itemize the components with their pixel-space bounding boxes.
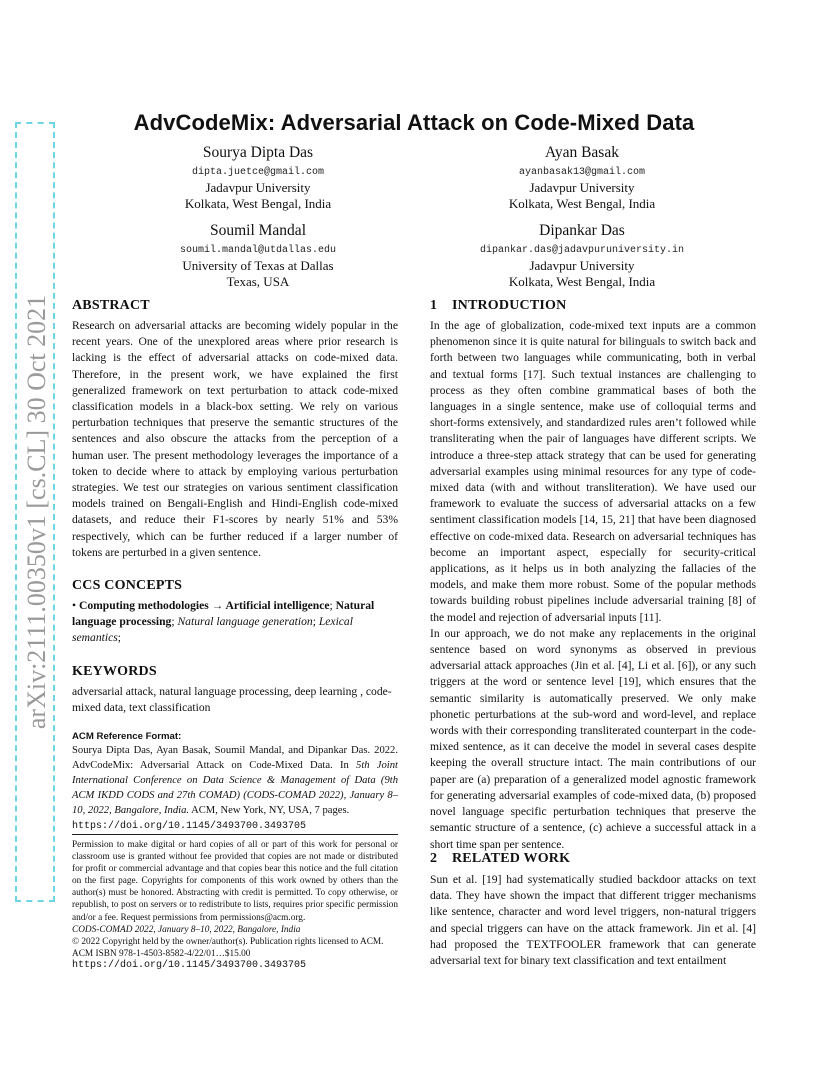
reference-format-heading: ACM Reference Format: bbox=[72, 731, 182, 743]
permission-notice bbox=[72, 839, 398, 972]
footnote-divider bbox=[72, 834, 398, 835]
section-heading-related-work: 2 RELATED WORK bbox=[430, 851, 571, 866]
author-affiliation: Jadavpur University bbox=[529, 180, 635, 195]
permission-doi-link[interactable]: https://doi.org/10.1145/3493700.3493705 bbox=[72, 959, 307, 971]
keywords-heading: KEYWORDS bbox=[72, 663, 157, 679]
arxiv-stamp: arXiv:2111.00350v1 [cs.CL] 30 Oct 2021 bbox=[15, 122, 55, 902]
intro-paragraph: In the age of globalization, code-mixed text inputs are a common phenomenon since it is quite natural for bilinguals to switch back and forth between two languages while communicating, both in verbal and textual forms [17]. Such textual instances are challenging to process as they often combine grammatical bases of both the languages in a single sentence, make use of colloquial terms and short-forms extensively, and standardized rules aren’t followed while transliterating when the pair of languages have different scripts. We introduce a three-step attack strategy that can be used for generating adversarial examples using minimal resources for any type of code-mixed data (with and without transliteration). We have used our framework to evaluate the success of adversarial attacks on a few sentiment classification models [14, 15, 21] that have been diagnosed effective on code-mixed data. Research on adversarial techniques has become an important aspect, especially for security-critical applications, as it helps us in both analyzing the fallacies of the models, and make them more robust. Some of the popular methods towards building robust pipelines include adversarial training [8] of the model and rejection of adversarial inputs [11]. bbox=[430, 319, 756, 624]
keywords-text: adversarial attack, natural language processing, deep learning , code-mixed data, text classification bbox=[72, 684, 392, 714]
author-affiliation: University of Texas at Dallas bbox=[182, 258, 334, 273]
ccs-concepts: • Computing methodologies → Artificial intelligence; Natural language processing; Natural language generation; Lexical semantics; bbox=[72, 599, 375, 645]
ccs-term: Lexical semantics bbox=[72, 615, 353, 645]
ccs-term: Natural language generation bbox=[177, 615, 313, 629]
left-column bbox=[72, 297, 398, 834]
author-location: Texas, USA bbox=[226, 274, 290, 289]
author-name: Ayan Basak bbox=[545, 144, 619, 161]
reference-format-text: Sourya Dipta Das, Ayan Basak, Soumil Mandal, and Dipankar Das. 2022. AdvCodeMix: Adversarial Attack on Code-Mixed Data. In 5th Joint International Conference on Data Science & Management of Data (9th ACM IKDD CODS and 27th COMAD) (CODS-COMAD 2022), January 8–10, 2022, Bangalore, India. ACM, New York, NY, USA, 7 pages. https://doi.org/10.1145/3493700.3493705 bbox=[72, 745, 398, 833]
author-name: Soumil Mandal bbox=[209, 222, 306, 239]
author-name: Sourya Dipta Das bbox=[202, 144, 314, 161]
author-block bbox=[417, 143, 747, 212]
author-email[interactable]: dipankar.das@jadavpuruniversity.in bbox=[479, 245, 685, 256]
author-block bbox=[93, 143, 423, 212]
author-name: Dipankar Das bbox=[539, 222, 625, 239]
ccs-term: Natural language processing bbox=[72, 599, 375, 629]
isbn-line: ACM ISBN 978-1-4503-8582-4/22/01…$15.00 bbox=[72, 948, 251, 959]
ccs-heading: CCS CONCEPTS bbox=[72, 578, 183, 594]
intro-paragraph: In our approach, we do not make any replacements in the original sentence based on word synonyms as observed in previous adversarial attack approaches (Jin et al. [4], Li et al. [6]), or any such triggers at the word or sentence level [19], which ensures that the semantic similarity is automatically preserved. We only make phonetic perturbations at the sub-word and word-level, and replace words with their corresponding transliterated counterpart in the code-mixed sentence, as it can deceive the model in several cases despite keeping the overall structure intact. The main contributions of our paper are (a) preparation of a generalized model agnostic framework for generating adversarial examples of code-mixed data, (b) proposed novel language specific perturbation techniques that preserve the semantic structure of a sentence, (c) achieve a successful attack in a short time span per sentence. bbox=[430, 626, 756, 851]
paper-title: AdvCodeMix: Adversarial Attack on Code-Mixed Data bbox=[133, 110, 695, 135]
author-email[interactable]: soumil.mandal@utdallas.edu bbox=[179, 245, 337, 256]
right-column bbox=[430, 297, 756, 853]
author-block bbox=[93, 221, 423, 290]
author-email[interactable]: dipta.juetce@gmail.com bbox=[191, 167, 325, 178]
author-block bbox=[417, 221, 747, 290]
ccs-term: Computing methodologies → Artificial intelligence bbox=[78, 599, 330, 613]
author-affiliation: Jadavpur University bbox=[205, 180, 311, 195]
right-column-lower bbox=[430, 850, 756, 969]
author-email[interactable]: ayanbasak13@gmail.com bbox=[518, 167, 646, 178]
author-location: Kolkata, West Bengal, India bbox=[508, 274, 656, 289]
permission-venue: CODS-COMAD 2022, January 8–10, 2022, Bangalore, India bbox=[72, 924, 301, 935]
author-affiliation: Jadavpur University bbox=[529, 258, 635, 273]
author-location: Kolkata, West Bengal, India bbox=[184, 196, 332, 211]
reference-doi-link[interactable]: https://doi.org/10.1145/3493700.3493705 bbox=[72, 821, 307, 833]
abstract-text: Research on adversarial attacks are becoming widely popular in the recent years. One of the unexplored areas where prior research is lacking is the effect of adversarial attacks on code-mixed data. Therefore, in the present work, we have explained the first generalized framework on text perturbation to attack code-mixed classification models in a black-box setting. We rely on various perturbation techniques that preserve the semantic structures of the sentences and also obscure the attacks from the perception of a human user. The present methodology leverages the importance of a token to decide where to attack by employing various perturbation strategies. We test our strategies on various sentiment classification models trained on Bengali-English and Hindi-English code-mixed datasets, and reduce their F1-scores by nearly 51% and 53% respectively, which can be further reduced if a larger number of tokens are perturbed in a given sentence. bbox=[72, 319, 398, 559]
copyright-line: © 2022 Copyright held by the owner/author(s). Publication rights licensed to ACM. bbox=[72, 936, 384, 947]
section-heading-introduction: 1 INTRODUCTION bbox=[430, 298, 567, 313]
abstract-heading: ABSTRACT bbox=[72, 298, 150, 313]
author-location: Kolkata, West Bengal, India bbox=[508, 196, 656, 211]
related-paragraph: Sun et al. [19] had systematically studied backdoor attacks on text data. They have shown the impact that different trigger mechanisms like sentence, character and word level triggers, non-natural triggers and special triggers can have on the attack framework. Jin et al. [4] had proposed the TEXTFOOLER framework that can generate adversarial text for binary text classification and text entailment bbox=[430, 873, 756, 968]
permission-text: Permission to make digital or hard copies of all or part of this work for personal or classroom use is granted without fee provided that copies are not made or distributed for profit or commercial advantage and that copies bear this notice and the full citation on the first page. Copyrights for components of this work owned by others than the author(s) must be honored. Abstracting with credit is permitted. To copy otherwise, or republish, to post on servers or to redistribute to lists, requires prior specific permission and/or a fee. Request permissions from permissions@acm.org. bbox=[72, 840, 398, 923]
ccs-bullet: • bbox=[72, 599, 77, 613]
